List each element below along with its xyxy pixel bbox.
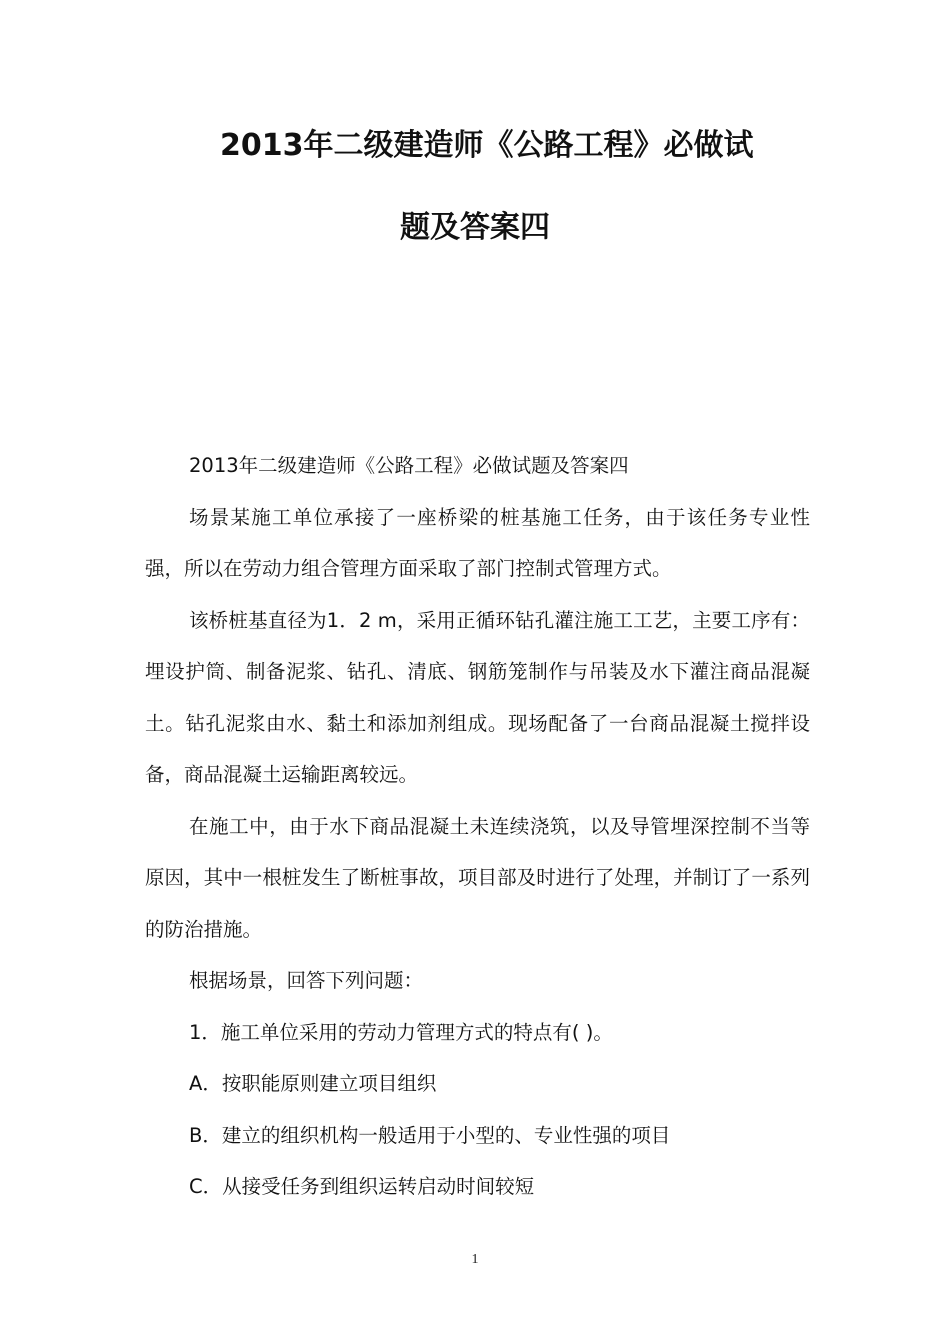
paragraph-heading: 2013年二级建造师《公路工程》必做试题及答案四 — [189, 454, 629, 477]
option-c: C．从接受任务到组织运转启动时间较短 — [189, 1175, 535, 1198]
paragraph-pile-details: 该桥桩基直径为1．2 m，采用正循环钻孔灌注施工工艺，主要工序有：埋设护筒、制备泥浆、钻孔、清底、钢筋笼制作与吊装及水下灌注商品混凝土。钻孔泥浆由水、黏土和添加剂组成。现场配备了一台商品混凝土搅拌设备，商品混凝土运输距离较远。 — [145, 608, 810, 786]
question-1: 1．施工单位采用的劳动力管理方式的特点有( )。 — [189, 1020, 613, 1044]
document-body — [145, 440, 810, 1213]
option-a: A．按职能原则建立项目组织 — [189, 1072, 437, 1095]
paragraph-scenario: 场景某施工单位承接了一座桥梁的桩基施工任务，由于该任务专业性强，所以在劳动力组合管理方面采取了部门控制式管理方式。 — [145, 505, 810, 580]
document-title-line-2: 题及答案四 — [400, 210, 550, 245]
option-b: B．建立的组织机构一般适用于小型的、专业性强的项目 — [189, 1123, 671, 1147]
paragraph-instruction: 根据场景，回答下列问题： — [189, 969, 424, 992]
paragraph-accident: 在施工中，由于水下商品混凝土未连续浇筑，以及导管埋深控制不当等原因，其中一根桩发生了断桩事故，项目部及时进行了处理，并制订了一系列的防治措施。 — [145, 814, 810, 941]
page-number: 1 — [471, 1252, 479, 1267]
document-title-line-1: 2013年二级建造师《公路工程》必做试 — [220, 128, 754, 163]
